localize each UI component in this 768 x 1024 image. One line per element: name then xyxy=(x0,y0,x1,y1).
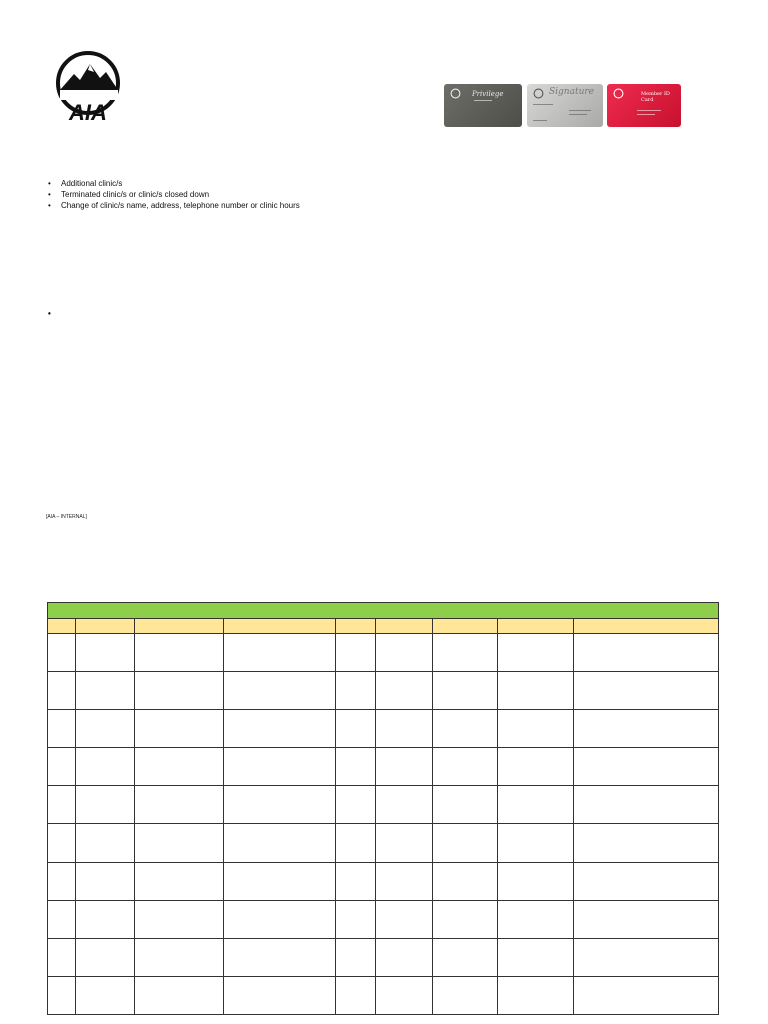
header-cell xyxy=(574,619,719,633)
header-cell xyxy=(76,619,135,633)
table-cell[interactable] xyxy=(498,938,574,976)
list-item: • Additional clinic/s xyxy=(46,178,300,189)
classification-label: [AIA – INTERNAL] xyxy=(46,514,87,520)
table-cell[interactable] xyxy=(336,938,376,976)
table-cell[interactable] xyxy=(76,862,135,900)
table-cell[interactable] xyxy=(574,710,719,748)
table-cell[interactable] xyxy=(498,633,574,671)
table-cell[interactable] xyxy=(574,748,719,786)
table-cell[interactable] xyxy=(48,672,76,710)
table-cell[interactable] xyxy=(135,710,224,748)
table-cell[interactable] xyxy=(498,786,574,824)
table-cell[interactable] xyxy=(376,976,433,1014)
table-cell[interactable] xyxy=(376,672,433,710)
table-cell[interactable] xyxy=(433,862,498,900)
table-row xyxy=(48,672,719,710)
header-cell xyxy=(433,619,498,633)
table-cell[interactable] xyxy=(376,633,433,671)
table-cell[interactable] xyxy=(433,938,498,976)
table-cell[interactable] xyxy=(224,710,336,748)
aia-mini-logo-icon xyxy=(533,88,544,99)
table-row xyxy=(48,786,719,824)
table-cell[interactable] xyxy=(48,938,76,976)
table-cell[interactable] xyxy=(498,824,574,862)
table-cell[interactable] xyxy=(376,710,433,748)
list-item: • Change of clinic/s name, address, telephone number or clinic hours xyxy=(46,200,300,211)
table-cell[interactable] xyxy=(336,786,376,824)
table-body xyxy=(48,633,719,1014)
table-cell[interactable] xyxy=(376,900,433,938)
table-cell[interactable] xyxy=(224,824,336,862)
table-cell[interactable] xyxy=(336,748,376,786)
table-cell[interactable] xyxy=(224,976,336,1014)
table-cell[interactable] xyxy=(336,672,376,710)
table-cell[interactable] xyxy=(135,938,224,976)
table-cell[interactable] xyxy=(76,748,135,786)
table-cell[interactable] xyxy=(336,900,376,938)
table-cell[interactable] xyxy=(433,710,498,748)
table-row xyxy=(48,862,719,900)
table-cell[interactable] xyxy=(48,900,76,938)
table-cell[interactable] xyxy=(498,862,574,900)
table-header-row xyxy=(48,619,719,633)
table-cell[interactable] xyxy=(224,672,336,710)
table-cell[interactable] xyxy=(433,976,498,1014)
signature-card xyxy=(527,84,603,127)
table-cell[interactable] xyxy=(135,748,224,786)
table-cell[interactable] xyxy=(336,862,376,900)
table-cell[interactable] xyxy=(135,786,224,824)
table-cell[interactable] xyxy=(433,633,498,671)
table-cell[interactable] xyxy=(76,938,135,976)
table-cell[interactable] xyxy=(135,976,224,1014)
table-cell[interactable] xyxy=(76,633,135,671)
header-cell xyxy=(48,619,76,633)
table-cell[interactable] xyxy=(135,672,224,710)
table-cell[interactable] xyxy=(224,633,336,671)
table-cell[interactable] xyxy=(433,824,498,862)
table-cell[interactable] xyxy=(76,672,135,710)
table-cell[interactable] xyxy=(498,976,574,1014)
table-cell[interactable] xyxy=(433,900,498,938)
privilege-card xyxy=(444,84,522,127)
table-cell[interactable] xyxy=(224,748,336,786)
table-title-row xyxy=(48,603,719,619)
header-cell xyxy=(224,619,336,633)
table-cell[interactable] xyxy=(376,786,433,824)
aia-mini-logo-icon xyxy=(613,88,624,99)
table-cell[interactable] xyxy=(376,824,433,862)
table-cell[interactable] xyxy=(574,900,719,938)
member-cards-image xyxy=(444,84,684,128)
card-name: Privilege xyxy=(472,90,504,98)
table-cell[interactable] xyxy=(224,862,336,900)
table-cell[interactable] xyxy=(433,748,498,786)
table-cell[interactable] xyxy=(574,976,719,1014)
table-title-cell xyxy=(48,603,719,619)
member-id-card xyxy=(607,84,681,127)
table-row xyxy=(48,824,719,862)
table-row xyxy=(48,710,719,748)
table-cell[interactable] xyxy=(498,900,574,938)
aia-mini-logo-icon xyxy=(450,88,461,99)
table-cell[interactable] xyxy=(135,862,224,900)
table-cell[interactable] xyxy=(574,633,719,671)
table-cell[interactable] xyxy=(336,824,376,862)
table-cell[interactable] xyxy=(48,976,76,1014)
table-cell[interactable] xyxy=(48,748,76,786)
header-cell xyxy=(376,619,433,633)
header-cell xyxy=(336,619,376,633)
table-cell[interactable] xyxy=(135,824,224,862)
table-cell[interactable] xyxy=(135,900,224,938)
table-cell[interactable] xyxy=(498,672,574,710)
table-cell[interactable] xyxy=(498,710,574,748)
table-cell[interactable] xyxy=(76,786,135,824)
table-cell[interactable] xyxy=(336,710,376,748)
table-cell[interactable] xyxy=(224,900,336,938)
table-cell[interactable] xyxy=(376,862,433,900)
table-cell[interactable] xyxy=(433,672,498,710)
table-cell[interactable] xyxy=(76,976,135,1014)
table-cell[interactable] xyxy=(336,976,376,1014)
table-cell[interactable] xyxy=(48,862,76,900)
table-cell[interactable] xyxy=(48,824,76,862)
table-row xyxy=(48,976,719,1014)
table-cell[interactable] xyxy=(498,748,574,786)
table-cell[interactable] xyxy=(76,824,135,862)
svg-text:AIA: AIA xyxy=(69,100,107,124)
table-cell[interactable] xyxy=(336,633,376,671)
table-row xyxy=(48,900,719,938)
table-cell[interactable] xyxy=(574,672,719,710)
clinic-form-table xyxy=(47,602,719,1015)
header-cell xyxy=(135,619,224,633)
table-cell[interactable] xyxy=(433,786,498,824)
table-cell[interactable] xyxy=(76,710,135,748)
table-cell[interactable] xyxy=(76,900,135,938)
table-cell[interactable] xyxy=(574,862,719,900)
table-cell[interactable] xyxy=(48,633,76,671)
card-name: Signature xyxy=(549,87,595,97)
table-cell[interactable] xyxy=(376,938,433,976)
table-row xyxy=(48,748,719,786)
table-cell[interactable] xyxy=(224,938,336,976)
card-name: Member ID Card xyxy=(641,91,670,103)
header-cell xyxy=(498,619,574,633)
changes-list xyxy=(46,178,300,211)
list-item: • Terminated clinic/s or clinic/s closed down xyxy=(46,189,300,200)
table-row xyxy=(48,633,719,671)
table-cell[interactable] xyxy=(574,938,719,976)
table-cell[interactable] xyxy=(574,786,719,824)
table-cell[interactable] xyxy=(48,786,76,824)
table-cell[interactable] xyxy=(48,710,76,748)
table-cell[interactable] xyxy=(224,786,336,824)
table-row xyxy=(48,938,719,976)
table-cell[interactable] xyxy=(376,748,433,786)
table-cell[interactable] xyxy=(135,633,224,671)
aia-logo xyxy=(50,50,126,124)
table-cell[interactable] xyxy=(574,824,719,862)
